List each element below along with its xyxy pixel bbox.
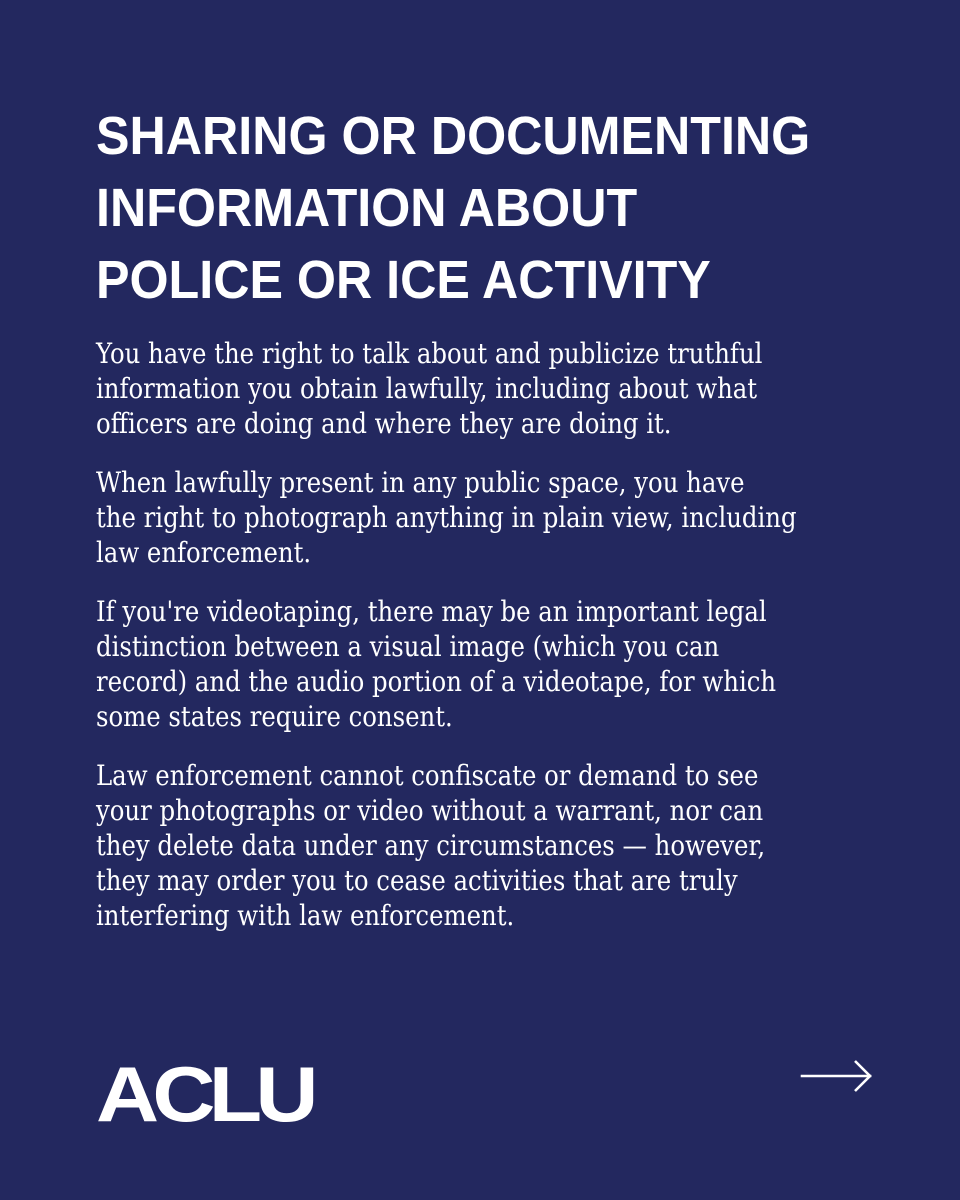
- paragraph-right-to-photograph: [96, 465, 886, 570]
- paragraph-line: they delete data under any circumstances — however,: [96, 829, 766, 862]
- page-title: [96, 100, 896, 316]
- paragraph-line: interfering with law enforcement.: [96, 899, 515, 932]
- title-line: POLICE OR ICE ACTIVITY: [96, 250, 711, 310]
- aclu-logo: ACLU: [96, 1050, 312, 1138]
- paragraph-no-confiscation: [96, 758, 886, 933]
- paragraph-right-to-share: [96, 336, 886, 441]
- paragraph-line: they may order you to cease activities that are truly: [96, 864, 738, 897]
- title-line: INFORMATION ABOUT: [96, 178, 638, 238]
- paragraph-line: distinction between a visual image (which you can: [96, 630, 720, 663]
- paragraph-line: You have the right to talk about and publicize truthful: [96, 337, 763, 370]
- paragraph-videotaping: [96, 594, 886, 734]
- paragraph-line: some states require consent.: [96, 700, 453, 733]
- paragraph-line: When lawfully present in any public space, you have: [96, 466, 745, 499]
- paragraph-line: Law enforcement cannot confiscate or demand to see: [96, 759, 759, 792]
- paragraph-line: the right to photograph anything in plain view, including: [96, 501, 797, 534]
- right-arrow-icon: [800, 1058, 874, 1094]
- paragraph-line: law enforcement.: [96, 536, 312, 569]
- paragraph-line: If you're videotaping, there may be an important legal: [96, 595, 767, 628]
- paragraph-line: record) and the audio portion of a videotape, for which: [96, 665, 777, 698]
- paragraph-line: your photographs or video without a warrant, nor can: [96, 794, 764, 827]
- next-button[interactable]: [800, 1058, 874, 1094]
- paragraph-line: information you obtain lawfully, including about what: [96, 372, 758, 405]
- title-line: SHARING OR DOCUMENTING: [96, 106, 811, 166]
- paragraph-line: officers are doing and where they are doing it.: [96, 407, 672, 440]
- body-text: [96, 336, 886, 957]
